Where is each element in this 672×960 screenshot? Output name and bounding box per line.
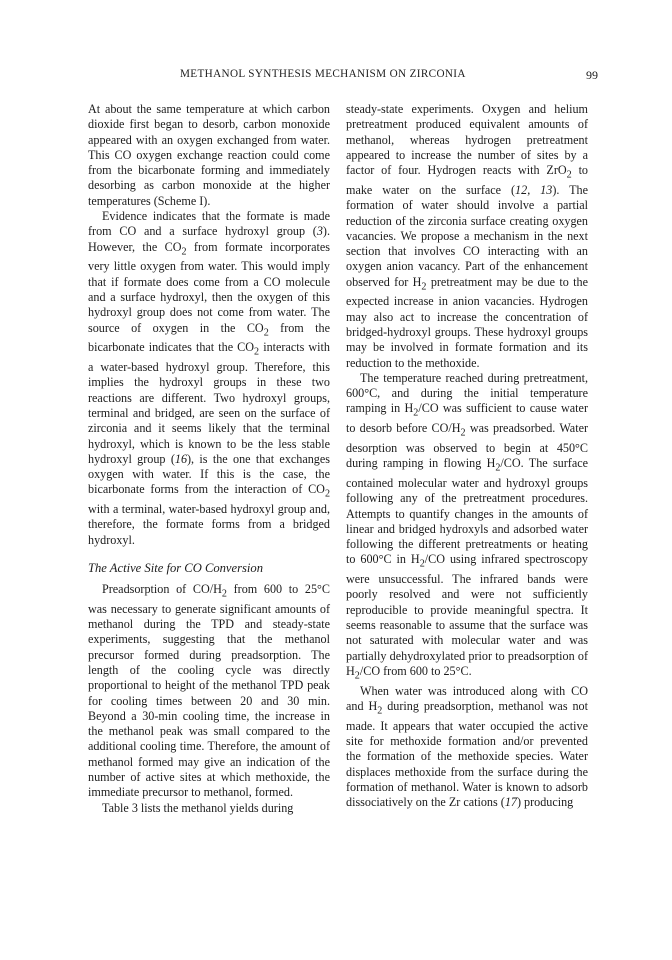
paragraph: When water was introduced along with CO and $H_2$ during preadsorption, methanol was not made. It appears that water occupied the active site for methoxide formation and/or prevented the formation of the methoxide species. Water displaces methoxide from the surface during the formation of methanol. Water is known to adsorb dissociatively on the Zr cations (17) producing	[346, 683, 588, 810]
page-number: 99	[586, 68, 598, 82]
paragraph: Evidence indicates that the formate is made from CO and a surface hydroxyl group (3). However, the $CO_2$ from formate incorporates very little oxygen from water. This would imply that if formate does come from a CO molecule and a surface hydroxyl, then the oxygen of this hydroxyl group does not come from water. The source of oxygen in the $CO_2$ from the bicarbonate indicates that the $CO_2$ interacts with a water-based hydroxyl group. Therefore, this implies the hydroxyl groups in these two reactions are different. Two hydroxyl groups, terminal and bridged, are seen on the surface of zirconia and it seems likely that the terminal hydroxyl, which is known to be the less stable hydroxyl group (16), is the one that exchanges oxygen with water. If this is the case, the bicarbonate forms from the interaction of $CO_2$ with a terminal, water-based hydroxyl group and, therefore, the formate forms from a bridged hydroxyl.	[88, 209, 330, 547]
paragraph: The temperature reached during pretreatment, 600°C, and during the initial temperature ramping in $H_2/CO$ was sufficient to cause water to desorb before $CO/H_2$ was preadsorbed. Water desorption was observed to begin at 450°C during ramping in flowing $H_2/CO$. The surface contained molecular water and hydroxyl groups following any of the pretreatment procedures. Attempts to quantify changes in the amounts of linear and bridged hydroxyls and adsorbed water following the different pretreatments or heating to 600°C in $H_2/CO$ using infrared spectroscopy were unsuccessful. The infrared bands were poorly resolved and were not sufficiently reproducible to provide meaningful spectra. It seems reasonable to assume that the surface was not saturated with molecular water and was partially dehydroxylated prior to preadsorption of $H_2/CO$ from 600 to 25°C.	[346, 370, 589, 682]
paragraph: Preadsorption of $CO/H_2$ from 600 to 25°C was necessary to generate significant amounts of methanol during the TPD and steady-state experiments, suggesting that the methanol precursor formed during preadsorption. The length of the cooling cycle was directly proportional to height of the methanol TPD peak for cooling times between 20 and 30 min. Beyond a 30-min cooling time, the increase in the methanol peak was small compared to the additional cooling time. Therefore, the amount of methanol formed may give an indication of the number of active sites at which methoxide, the immediate precursor to methanol, formed.	[88, 582, 330, 800]
paragraph: Table 3 lists the methanol yields during	[102, 800, 294, 815]
paragraph: steady-state experiments. Oxygen and helium pretreatment produced equivalent amounts of methanol, whereas hydrogen pretreatment appeared to increase the number of sites by a factor of four. Hydrogen reacts with ZrO$_2$ to make water on the surface (12, 13). The formation of water should involve a partial reduction of the zirconia surface creating oxygen vacancies. We propose a mechanism in the next section that involves CO interacting with an oxygen anion vacancy. Part of the enhancement observed for $H_2$ pretreatment may be due to the expected increase in anion vacancies. Hydrogen may also act to increase the concentration of bridged-hydroxyl groups. These hydroxyl groups may be involved in formate formation and its reduction to the methoxide.	[346, 102, 589, 370]
section-heading: The Active Site for CO Conversion	[88, 561, 264, 575]
paragraph: At about the same temperature at which carbon dioxide first began to desorb, carbon monoxide appeared with an oxygen exchanged from water. This CO oxygen exchange reaction could come from the bicarbonate forming and immediately desorbing as carbon monoxide at the higher temperatures (Scheme I).	[88, 102, 330, 208]
running-title: METHANOL SYNTHESIS MECHANISM ON ZIRCONIA	[180, 68, 466, 80]
left-column	[88, 102, 330, 816]
page-header	[90, 68, 598, 86]
right-column	[346, 102, 588, 810]
